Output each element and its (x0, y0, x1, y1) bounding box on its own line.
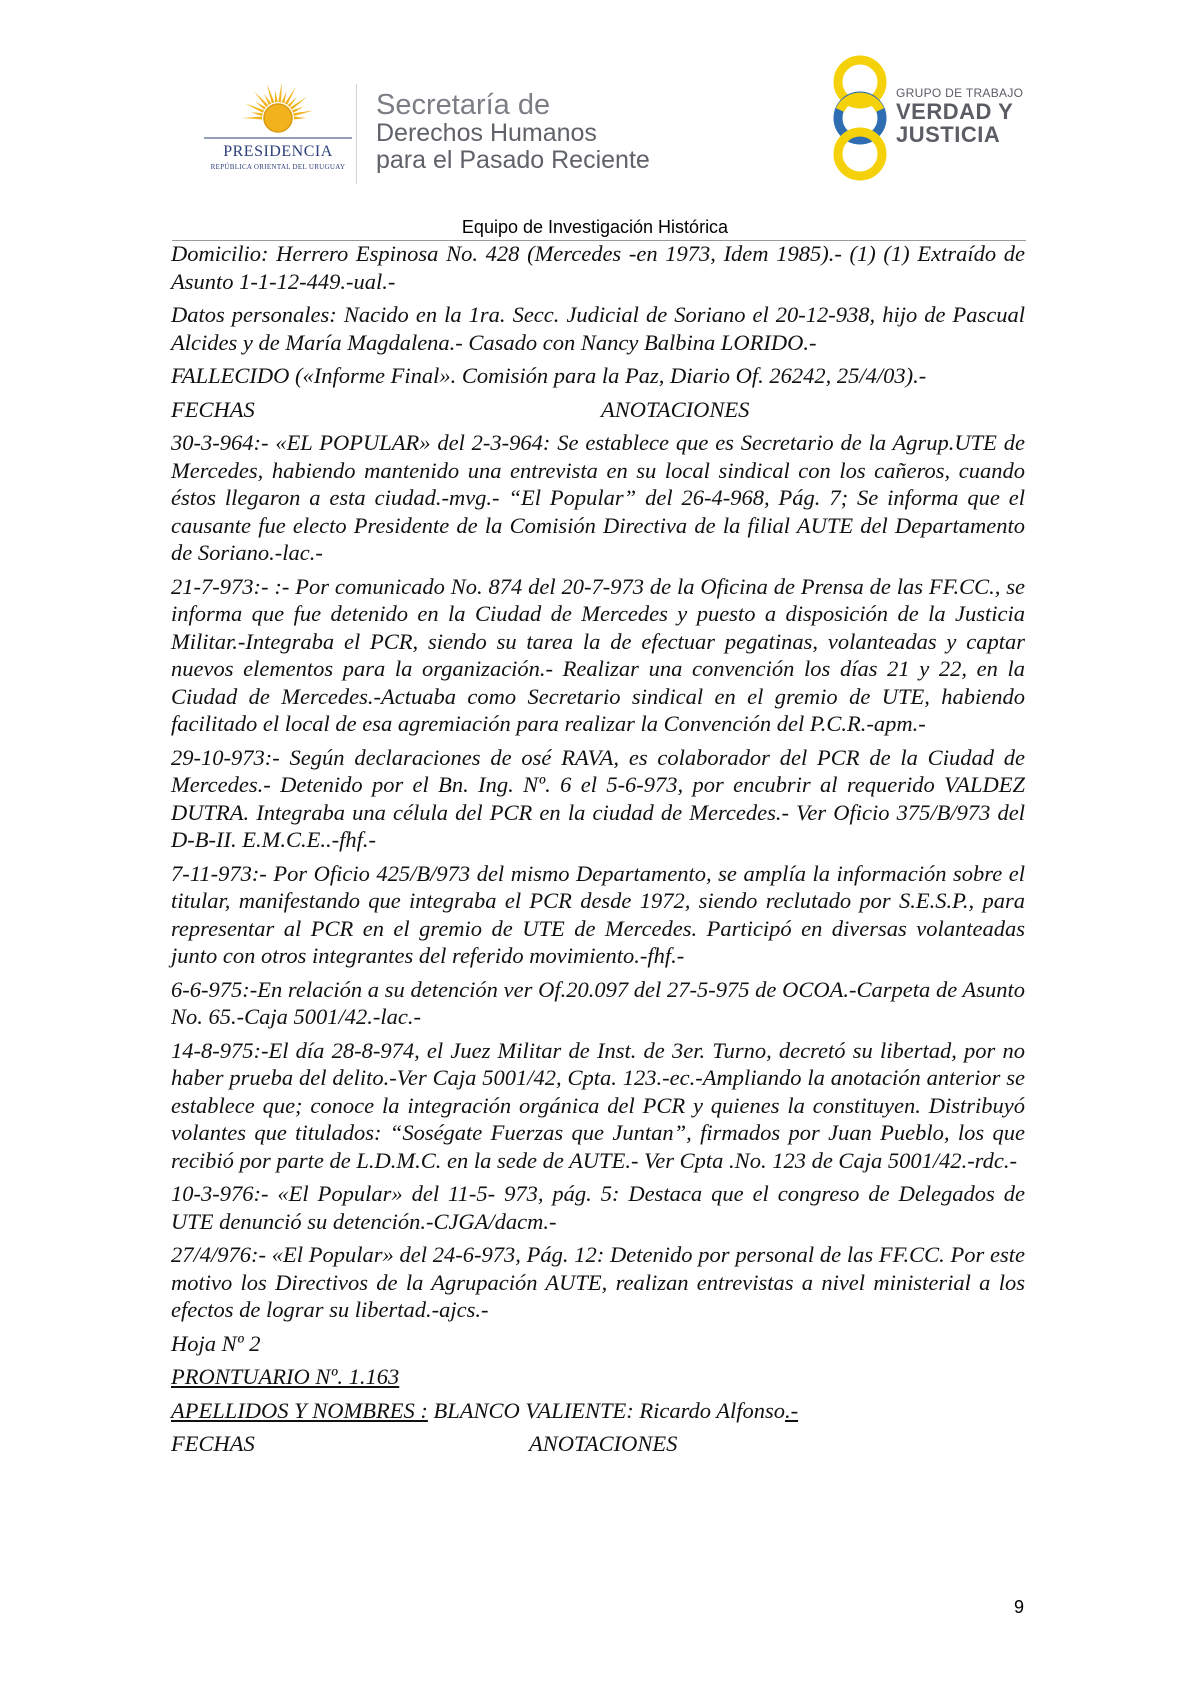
secretaria-line-1: Secretaría de (376, 89, 551, 121)
team-title: Equipo de Investigación Histórica (461, 217, 729, 237)
column-headers (171, 396, 1025, 424)
entry: 6-6-975:-En relación a su detención ver Of.20.097 del 27-5-975 de OCOA.-Carpeta de Asunto No. 65.-Caja 5001/42.-lac.- (171, 976, 1025, 1029)
entry: 21-7-973:- :- Por comunicado No. 874 del 20-7-973 de la Oficina de Prensa de las FF.CC., se informa que fue detenido en la Ciudad de Mercedes y puesto a disposición de la Justicia Militar.-Integraba el PCR, siendo su tarea la de efectuar pegatinas, volanteadas y captar nuevos elementos para la organización.- Realizar una convención los días 21 y 22, en la Ciudad de Mercedes.-Actuaba como Secretario sindical en el gremio de UTE, habiendo facilitado el local de esa agremiación para realizar la Convención del P.C.R.-apm.- (171, 573, 1025, 736)
gtvj-line-1: GRUPO DE TRABAJO (896, 86, 1024, 100)
presidencia-name: PRESIDENCIA (223, 143, 333, 160)
presidencia-logo (198, 78, 358, 178)
gtvj-logo-text (896, 86, 1023, 146)
hoja-number: Hoja Nº 2 (171, 1330, 261, 1356)
apellidos-value: BLANCO VALIENTE: Ricardo Alfonso (427, 1397, 785, 1423)
entry: 29-10-973:- Según declaraciones de osé RAVA, es colaborador del PCR de la Ciudad de Mercedes.- Detenido por el Bn. Ing. Nº. 6 el 5-6-973, por encubrir al requerido VALDEZ DUTRA. Integraba una célula del PCR en la ciudad de Mercedes.- Ver Oficio 375/B/973 del D-B-II. E.M.C.E..-fhf.- (171, 744, 1025, 852)
sun-ray (275, 90, 278, 102)
entry: 14-8-975:-El día 28-8-974, el Juez Militar de Inst. de 3er. Turno, decretó su libertad, por no haber prueba del delito.-Ver Caja 5001/42, Cpta. 123.-ec.-Ampliando la anotación anterior se establece que; conoce la integración orgánica del PCR y quienes la constituyen. Distribuyó volantes que titulados: “Soségate Fuerzas que Juntan”, firmados por Juan Pueblo, los que recibió por parte de L.D.M.C. en la sede de AUTE.- Ver Cpta .No. 123 de Caja 5001/42.-rdc.- (171, 1037, 1025, 1173)
sun-ray (245, 103, 264, 112)
secretaria-logo-text (376, 90, 650, 174)
gtvj-line-3: JUSTICIA (896, 122, 1001, 147)
prontuario-number: PRONTUARIO Nº. 1.163 (171, 1364, 400, 1389)
domicilio-paragraph: Domicilio: Herrero Espinosa No. 428 (Mercedes -en 1973, Idem 1985).- (1) (1) Extraído de Asunto 1-1-12-449.-ual.- (171, 241, 1025, 294)
fallecido-paragraph: FALLECIDO («Informe Final». Comisión para la Paz, Diario Of. 26242, 25/4/03).- (171, 363, 927, 388)
sun-ray (285, 87, 296, 105)
document-body (171, 240, 1025, 1458)
entry: 27/4/976:- «El Popular» del 24-6-973, Pág. 12: Detenido por personal de las FF.CC. Por este motivo los Directivos de la Agrupación AUTE, realizan entrevistas a nivel ministerial a los efectos de lograr su libertad.-ajcs.- (171, 1242, 1025, 1322)
column-headers-2 (171, 1430, 1025, 1458)
secretaria-line-3: para el Pasado Reciente (376, 146, 650, 174)
sun-ray (293, 111, 313, 117)
datos-personales-paragraph: Datos personales: Nacido en la 1ra. Secc. Judicial de Soriano el 20-12-938, hijo de Pascual Alcides y de María Magdalena.- Casado con Nancy Balbina LORIDO.- (171, 302, 1025, 355)
gtvj-line-2: VERDAD Y (896, 99, 1014, 124)
interlocking-rings-icon (820, 52, 900, 182)
entry: 7-11-973:- Por Oficio 425/B/973 del mismo Departamento, se amplía la información sobre el titular, manifestando que integraba el PCR desde 1972, siendo reclutado por S.E.S.P., para representar al PCR en el gremio de UTE de Mercedes. Participó en diversas volanteadas junto con otros integrantes del referido movimiento.-fhf.- (171, 860, 1025, 968)
sun-ray (290, 97, 307, 110)
sun-ray (242, 117, 262, 120)
presidencia-subtitle: REPÚBLICA ORIENTAL DEL URUGUAY (210, 163, 346, 171)
apellidos-label: APELLIDOS Y NOMBRES : (171, 1397, 428, 1423)
secretaria-line-2: Derechos Humanos (376, 119, 597, 147)
sun-ray (278, 82, 282, 102)
col-fechas-2: FECHAS (171, 1431, 255, 1456)
apellidos-line (171, 1397, 1025, 1425)
apellidos-suffix: .- (784, 1397, 799, 1423)
sun-ray (282, 91, 287, 103)
col-fechas: FECHAS (171, 396, 255, 422)
entry: 10-3-976:- «El Popular» del 11-5- 973, pág. 5: Destaca que el congreso de Delegados de UTE denunció su detención.-CJGA/dacm.- (171, 1181, 1025, 1234)
col-anotaciones-2: ANOTACIONES (529, 1431, 678, 1456)
col-anotaciones: ANOTACIONES (601, 396, 750, 422)
sun-ray (251, 112, 263, 116)
entry: 30-3-964:- «EL POPULAR» del 2-3-964: Se establece que es Secretario de la Agrup.UTE de Mercedes, habiendo mantenido una entrevista en su local sindical con los cañeros, cuando éstos llegaron a esta ciudad.-mvg.- “El Popular” del 26-4-968, Pág. 7; Se informa que el causante fue electo Presidente de la Comisión Directiva de la filial AUTE del Departamento de Soriano.-lac.- (171, 430, 1025, 565)
sun-of-may-icon (198, 78, 358, 144)
sun-ray (254, 91, 268, 107)
header-divider (356, 84, 357, 184)
page-number: 9 (1014, 1597, 1025, 1617)
sun-ray (294, 117, 306, 120)
